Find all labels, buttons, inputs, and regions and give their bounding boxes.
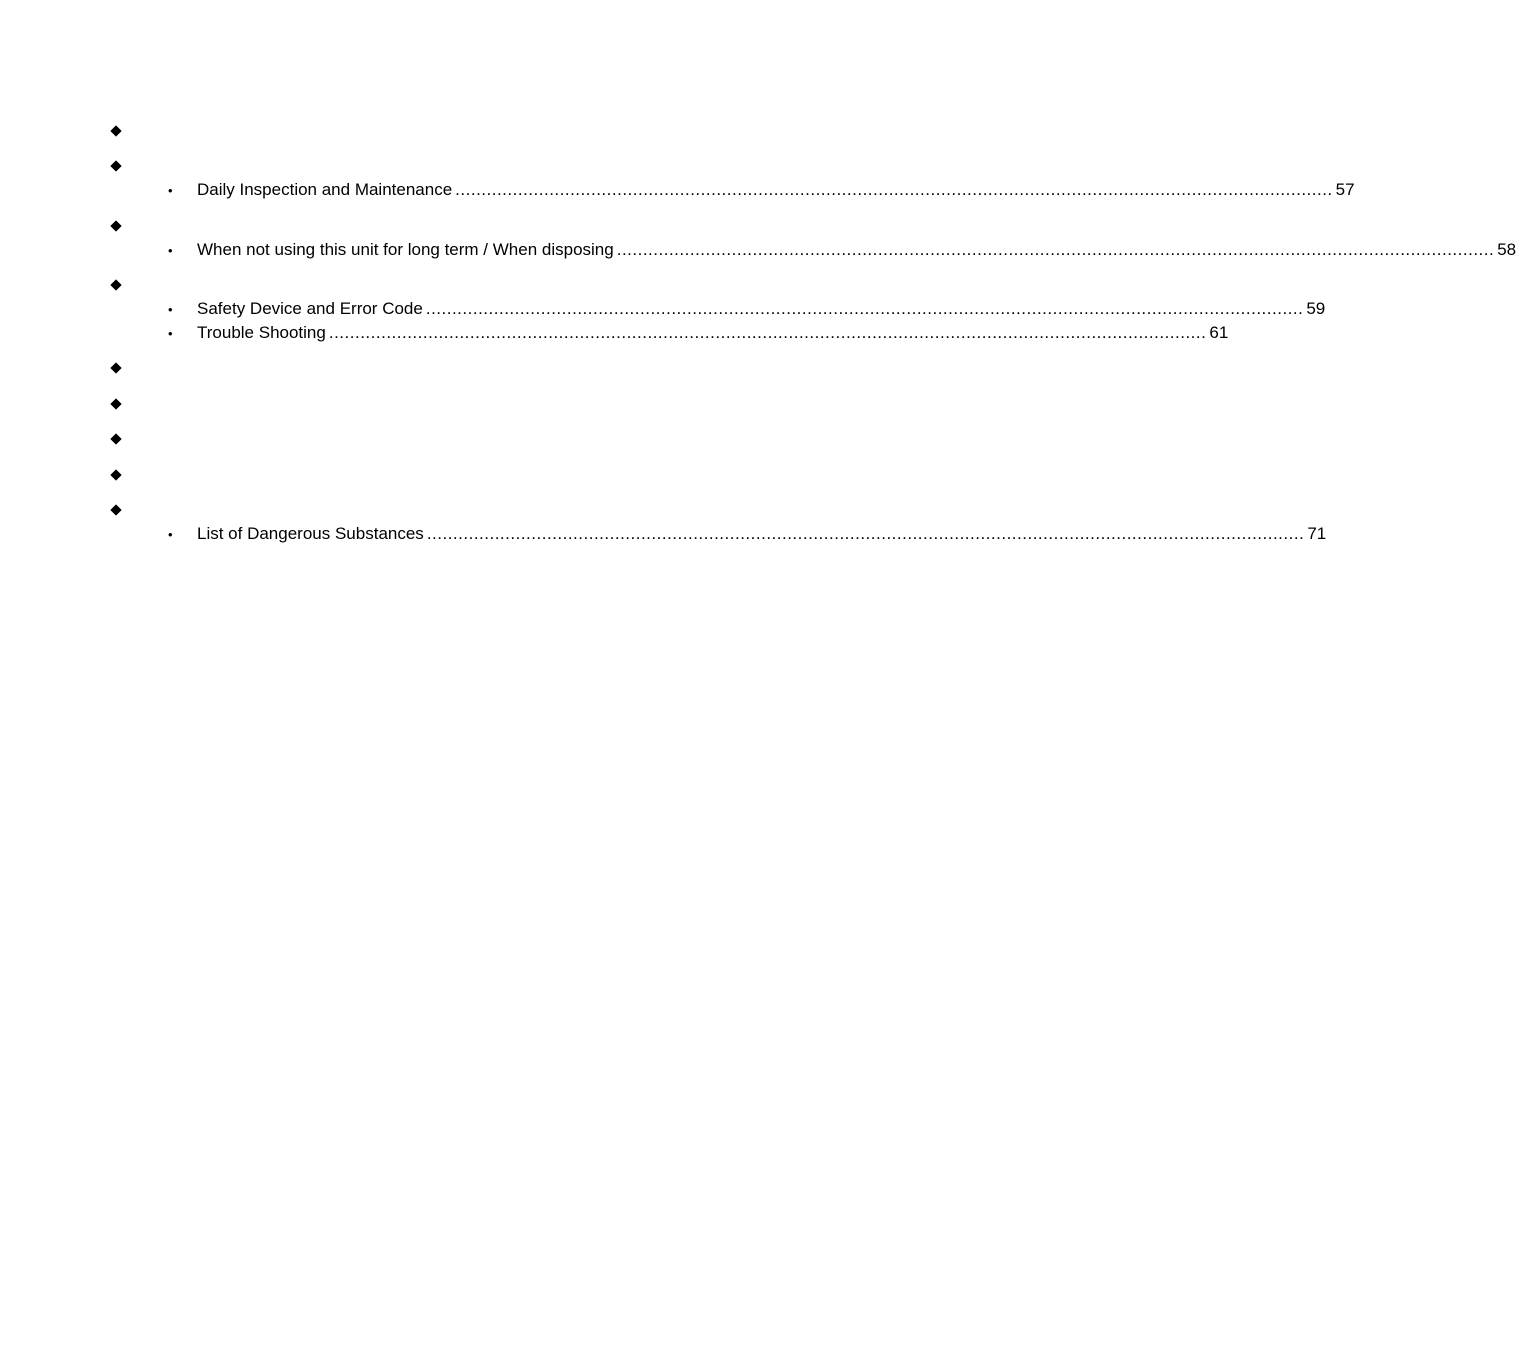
section-diamond-icon <box>110 125 121 136</box>
toc-entry-title: When not using this unit for long term / When disposing <box>197 240 614 259</box>
section-diamond-icon <box>110 469 121 480</box>
section-diamond-icon <box>110 279 121 290</box>
bullet-icon: • <box>168 243 173 258</box>
section-diamond-icon <box>110 160 121 171</box>
bullet-icon: • <box>168 183 173 198</box>
toc-entry[interactable] <box>168 298 1326 320</box>
toc-entry[interactable] <box>168 179 1355 201</box>
section-diamond-icon <box>110 504 121 515</box>
bullet-icon: • <box>168 527 173 542</box>
toc-entry-page: 59 <box>1306 299 1326 318</box>
toc-entry-page: 57 <box>1335 180 1355 199</box>
toc-entry-title: Trouble Shooting <box>197 323 326 342</box>
bullet-icon: • <box>168 302 173 317</box>
section-diamond-icon <box>110 398 121 409</box>
bullet-icon: • <box>168 326 173 341</box>
dot-leader: ........................................................................................................................................................................ <box>328 323 1207 342</box>
section-diamond-icon <box>110 433 121 444</box>
dot-leader: ........................................................................................................................................................................ <box>425 299 1304 318</box>
toc-entry-title: List of Dangerous Substances <box>197 524 424 543</box>
section-diamond-icon <box>110 362 121 373</box>
dot-leader: ........................................................................................................................................................................ <box>426 524 1305 543</box>
toc-entry-title: Safety Device and Error Code <box>197 299 423 318</box>
toc-entry[interactable] <box>168 523 1327 545</box>
section-diamond-icon <box>110 220 121 231</box>
toc-entry-title: Daily Inspection and Maintenance <box>197 180 453 199</box>
dot-leader: ........................................................................................................................................................................ <box>616 240 1495 259</box>
toc-entry-page: 71 <box>1307 524 1327 543</box>
toc-entry-page: 58 <box>1497 240 1516 259</box>
toc-entry[interactable] <box>168 322 1229 344</box>
dot-leader: ........................................................................................................................................................................ <box>455 180 1333 199</box>
toc-entry-page: 61 <box>1209 323 1229 342</box>
toc-entry[interactable] <box>168 239 1516 261</box>
